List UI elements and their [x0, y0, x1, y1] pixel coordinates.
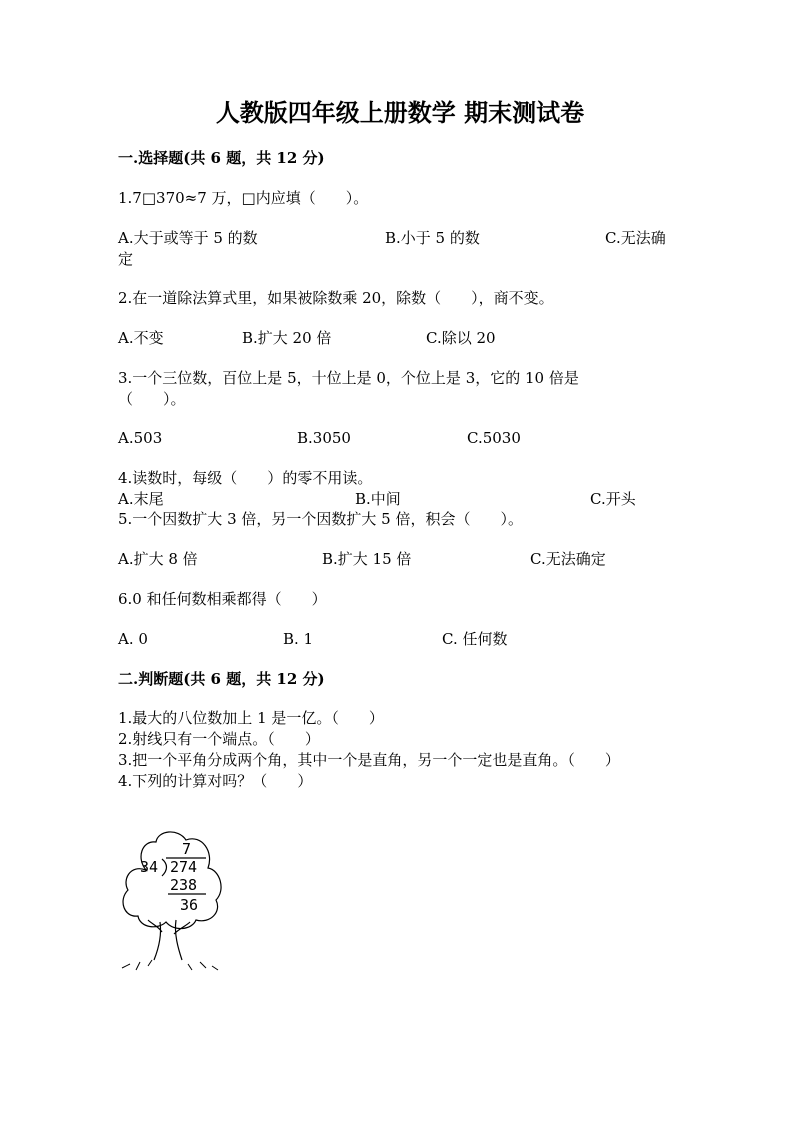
judge-question: 4.下列的计算对吗？（ ） — [118, 772, 313, 790]
option-c: C. 任何数 — [442, 630, 508, 648]
option-b: B.中间 — [355, 490, 401, 508]
judge-question: 3.把一个平角分成两个角，其中一个是直角，另一个一定也是直角。（ ） — [118, 751, 620, 769]
option-a: A.末尾 — [118, 490, 164, 508]
section-heading-judge: 二.判断题(共 6 题，共 12 分) — [118, 670, 325, 688]
tree-ground — [122, 960, 218, 970]
option-b: B. 1 — [283, 630, 314, 648]
option-c: C.无法确定 — [530, 550, 606, 568]
option-b: B.扩大 15 倍 — [322, 550, 412, 568]
division-product: 238 — [170, 876, 198, 894]
option-a: A.503 — [118, 429, 163, 447]
division-divisor: 34 — [140, 858, 159, 876]
question-stem: 4.读数时，每级（ ）的零不用读。 — [118, 469, 373, 487]
option-a: A. 0 — [118, 630, 148, 648]
option-c: C.开头 — [590, 490, 636, 508]
option-a: A.扩大 8 倍 — [118, 550, 198, 568]
page-title: 人教版四年级上册数学 期末测试卷 — [215, 98, 585, 127]
question-stem: 1.7□370≈7 万，□内应填（ ）。 — [118, 189, 369, 207]
question-stem-cont: （ ）。 — [118, 390, 186, 408]
question-stem: 5.一个因数扩大 3 倍，另一个因数扩大 5 倍，积会（ ）。 — [118, 510, 523, 528]
question-stem: 6.0 和任何数相乘都得（ ） — [118, 590, 327, 608]
option-b: B.扩大 20 倍 — [242, 329, 332, 347]
division-remainder: 36 — [180, 896, 199, 914]
option-c: C.5030 — [467, 429, 521, 447]
option-c: C.无法确 — [605, 229, 666, 247]
option-a: A.大于或等于 5 的数 — [118, 229, 258, 247]
division-tree-figure — [118, 828, 230, 976]
tree-trunk — [148, 920, 190, 960]
division-bracket — [162, 859, 167, 876]
question-stem: 3.一个三位数，百位上是 5，十位上是 0，个位上是 3，它的 10 倍是 — [118, 369, 579, 387]
option-b: B.小于 5 的数 — [385, 229, 480, 247]
option-a: A.不变 — [118, 329, 164, 347]
option-c: C.除以 20 — [426, 329, 496, 347]
option-b: B.3050 — [297, 429, 351, 447]
division-quotient: 7 — [182, 840, 192, 858]
question-stem: 2.在一道除法算式里，如果被除数乘 20，除数（ ），商不变。 — [118, 289, 554, 307]
option-c-wrap: 定 — [118, 250, 134, 268]
judge-question: 1.最大的八位数加上 1 是一亿。（ ） — [118, 709, 384, 727]
division-dividend: 274 — [170, 858, 198, 876]
section-heading-choice: 一.选择题(共 6 题，共 12 分) — [118, 149, 325, 167]
judge-question: 2.射线只有一个端点。（ ） — [118, 730, 320, 748]
